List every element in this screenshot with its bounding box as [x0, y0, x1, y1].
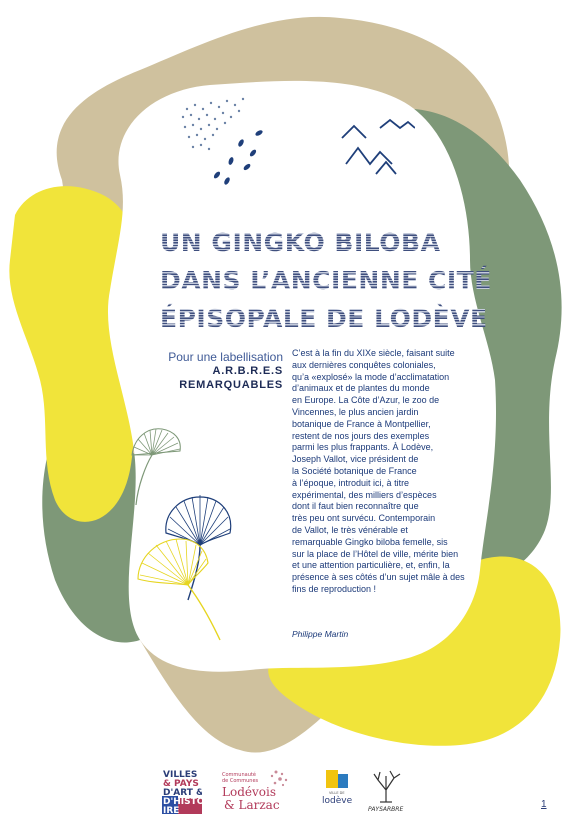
author: Philippe Martin [292, 629, 349, 639]
body-line: botanique de France à Montpellier, [292, 418, 431, 429]
page-title [160, 224, 500, 338]
body-line: remarquable Gingko biloba femelle, sis [292, 536, 448, 547]
body-line: la Société botanique de France [292, 465, 417, 476]
body-line: présence à ses côtés d’un sujet mâle à des [292, 572, 465, 583]
subtitle-line-2: A.R.B.R.E.S [212, 365, 283, 377]
body-line: parmi les plus frappants. À Lodève, [292, 442, 434, 453]
villes-line1: VILLES [163, 770, 198, 780]
villes-pays-logo-icon [162, 768, 202, 814]
subtitle-line-3: REMARQUABLES [179, 379, 283, 391]
lodeve-small: VILLE DE [329, 791, 345, 795]
body-line: et une attention particulière, et, enfin, la [292, 560, 450, 571]
body-line: fins de reproduction ! [292, 583, 377, 594]
body-line: à l’époque, introduit ici, à titre [292, 477, 410, 488]
villes-pays-logo [162, 768, 202, 814]
villes-line2: & PAYS [163, 779, 199, 789]
body-line: en Europe. La Côte d’Azur, le zoo de [292, 395, 440, 406]
subtitle-line-1: Pour une labellisation [168, 350, 283, 364]
communaute-logo-icon [220, 768, 292, 814]
body-line: aux dernières conquêtes coloniales, [292, 359, 436, 370]
lodeve-main: lodève [322, 796, 353, 806]
subtitle [150, 350, 283, 392]
villes-line4: D'HISTO [163, 797, 202, 807]
mountains-icon [340, 118, 415, 176]
body-line: qu’a «explosé» la mode d’acclimatation [292, 371, 450, 382]
title-line-3: ÉPISOPALE DE LODÈVE [160, 304, 488, 333]
body-line: Joseph Vallot, vice président de [292, 454, 419, 465]
title-line-1: UN GINGKO BILOBA [160, 228, 441, 257]
body-line: d’animaux et de plantes du monde [292, 383, 430, 394]
lodeve-logo [320, 770, 356, 816]
communaute-logo [220, 768, 292, 814]
dots-pattern-icon [175, 95, 265, 190]
communaute-main-1: Lodévois [222, 785, 276, 799]
tree-icon [366, 768, 406, 814]
paysarbre-text: PAYSARBRE [368, 806, 404, 813]
body-line: C’est à la fin du XIXe siècle, faisant suite [292, 348, 455, 358]
body-line: très peu ont survécu. Contemporain [292, 513, 436, 524]
villes-line5: IRE [163, 806, 180, 814]
ginkgo-leaf-icon [128, 425, 233, 645]
body-line: de Vallot, le très vénérable et [292, 524, 408, 535]
communaute-small-1: Communauté [222, 772, 256, 778]
communaute-main-2: & Larzac [224, 798, 280, 812]
lodeve-logo-icon [320, 770, 356, 816]
body-line: restent de nos jours des exemples [292, 430, 430, 441]
title-line-2: DANS L’ANCIENNE CITÉ [160, 266, 492, 295]
body-line: sur la place de l’Hôtel de ville, mérite bien [292, 548, 459, 559]
paysarbre-logo [366, 768, 406, 814]
page-number: 1 [541, 799, 547, 810]
communaute-small-2: de Communes [222, 778, 259, 784]
body-line: dont il faut bien reconnaître que [292, 501, 419, 512]
body-line: expérimental, des milliers d’espèces [292, 489, 437, 500]
body-text [292, 348, 492, 596]
villes-line3: D'ART & [163, 788, 202, 798]
body-line: Vincennes, le plus ancien jardin [292, 406, 419, 417]
